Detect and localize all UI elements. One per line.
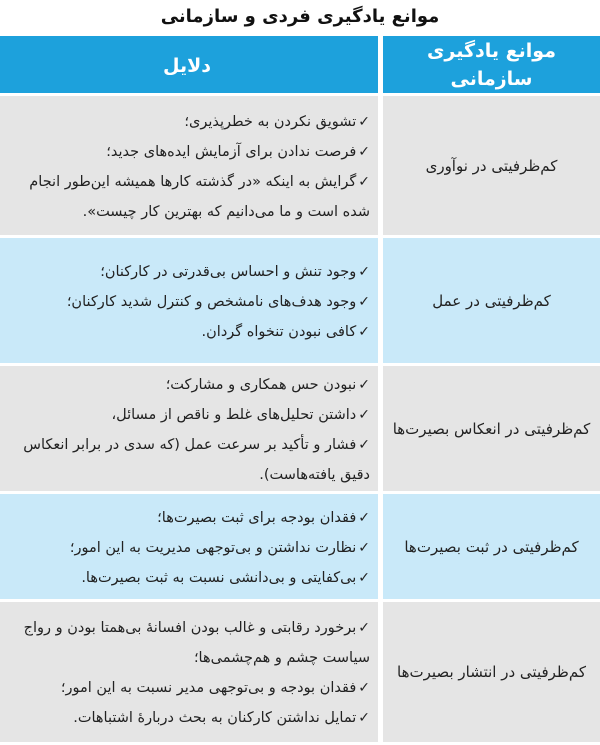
reason-item: ✓کافی نبودن تنخواه گردان. — [201, 323, 370, 340]
reason-item: ✓فشار و تأکید بر سرعت عمل (که سدی در برابر انعکاس دقیق یافته‌هاست). — [23, 436, 370, 483]
reasons-list — [0, 494, 378, 599]
check-icon: ✓ — [358, 539, 370, 556]
check-icon: ✓ — [358, 173, 370, 190]
header-barriers: موانع یادگیری سازمانی — [383, 36, 600, 93]
check-icon: ✓ — [358, 509, 370, 526]
table-row — [0, 96, 600, 238]
barrier-category: کم‌ظرفیتی در نوآوری — [383, 96, 600, 235]
reasons-list — [0, 366, 378, 491]
reasons-list — [0, 238, 378, 363]
reason-item: ✓نبودن حس همکاری و مشارکت؛ — [165, 376, 370, 393]
barrier-category: کم‌ظرفیتی در ثبت بصیرت‌ها — [383, 494, 600, 599]
barriers-table — [0, 36, 600, 745]
table-title: موانع یادگیری فردی و سازمانی — [160, 6, 440, 27]
check-icon: ✓ — [358, 710, 370, 726]
reason-item: ✓بی‌کفایتی و بی‌دانشی نسبت به ثبت بصیرت‌ها. — [81, 569, 370, 586]
table-row — [0, 366, 600, 494]
check-icon: ✓ — [358, 376, 370, 393]
check-icon: ✓ — [358, 293, 370, 310]
table-header — [0, 36, 600, 96]
table-row — [0, 494, 600, 602]
barrier-category: کم‌ظرفیتی در انعکاس بصیرت‌ها — [383, 366, 600, 491]
reason-item: ✓فقدان بودجه برای ثبت بصیرت‌ها؛ — [157, 509, 370, 526]
reasons-list — [0, 96, 378, 235]
reason-item: ✓فقدان بودجه و بی‌توجهی مدیر نسبت به این امور؛ — [60, 680, 370, 696]
reason-item: ✓تمایل نداشتن کارکنان به بحث دربارهٔ اشتباهات. — [73, 710, 370, 726]
check-icon: ✓ — [358, 113, 370, 130]
reason-item: ✓گرایش به اینکه «در گذشته کارها همیشه این‌طور انجام شده است و ما می‌دانیم که بهترین کار چیست». — [29, 173, 370, 220]
reason-item: ✓برخورد رقابتی و غالب بودن افسانهٔ بی‌همتا بودن و رواج سیاست چشم و هم‌چشمی‌ها؛ — [23, 620, 370, 666]
check-icon: ✓ — [358, 620, 370, 636]
reason-item: ✓نظارت نداشتن و بی‌توجهی مدیریت به این امور؛ — [69, 539, 370, 556]
reason-item: ✓فرصت ندادن برای آزمایش ایده‌های جدید؛ — [106, 143, 370, 160]
barrier-category: کم‌ظرفیتی در عمل — [383, 238, 600, 363]
reason-item: ✓وجود هدف‌های نامشخص و کنترل شدید کارکنان؛ — [66, 293, 370, 310]
reason-item: ✓وجود تنش و احساس بی‌قدرتی در کارکنان؛ — [100, 263, 370, 280]
check-icon: ✓ — [358, 569, 370, 586]
reasons-list — [0, 602, 378, 742]
reason-item: ✓داشتن تحلیل‌های غلط و ناقص از مسائل، — [111, 406, 370, 423]
reason-item: ✓تشویق نکردن به خطرپذیری؛ — [184, 113, 370, 130]
table-row — [0, 602, 600, 745]
check-icon: ✓ — [358, 680, 370, 696]
check-icon: ✓ — [358, 406, 370, 423]
check-icon: ✓ — [358, 263, 370, 280]
table-row — [0, 238, 600, 366]
header-reasons: دلایل — [0, 36, 378, 93]
check-icon: ✓ — [358, 436, 370, 453]
barrier-category: کم‌ظرفیتی در انتشار بصیرت‌ها — [383, 602, 600, 742]
check-icon: ✓ — [358, 323, 370, 340]
check-icon: ✓ — [358, 143, 370, 160]
